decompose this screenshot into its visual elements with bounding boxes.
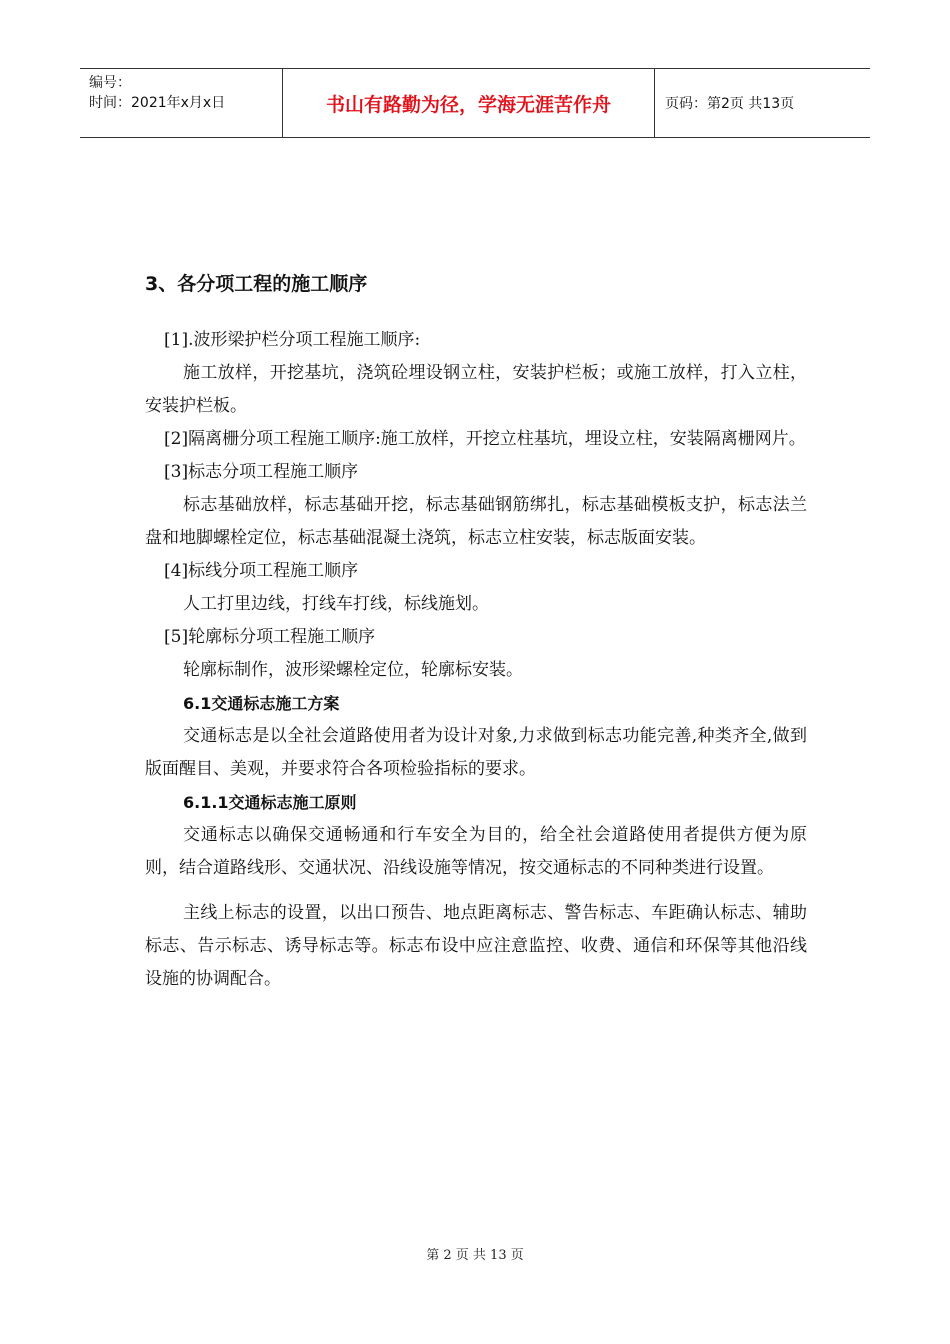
document-body — [145, 266, 807, 996]
page-footer: 第 2 页 共 13 页 — [426, 1248, 524, 1263]
paragraph: 人工打里边线，打线车打线，标线施划。 — [183, 594, 489, 614]
header-left-cell — [80, 69, 283, 137]
subsection-heading: 6.1交通标志施工方案 — [183, 694, 340, 713]
paragraph: 轮廓标制作，波形梁螺栓定位，轮廓标安装。 — [183, 660, 523, 680]
paragraph-gap — [145, 885, 807, 897]
paragraph: 主线上标志的设置，以出口预告、地点距离标志、警告标志、车距确认标志、辅助标志、告示标志、诱导标志等。标志布设中应注意监控、收费、通信和环保等其他沿线设施的协调配合。 — [145, 903, 807, 989]
paragraph: [1].波形梁护栏分项工程施工顺序: — [164, 330, 421, 350]
paragraph: [5]轮廓标分项工程施工顺序 — [164, 627, 376, 647]
section-title: 3、各分项工程的施工顺序 — [145, 273, 368, 295]
serial-label: 编号： — [89, 75, 131, 91]
paragraph: 交通标志是以全社会道路使用者为设计对象,力求做到标志功能完善,种类齐全,做到版面醒目、美观，并要求符合各项检验指标的要求。 — [145, 726, 807, 779]
document-header — [80, 68, 870, 138]
header-motto: 书山有路勤为径，学海无涯苦作舟 — [283, 69, 655, 137]
subsection-heading: 6.1.1交通标志施工原则 — [183, 793, 357, 812]
paragraph: 标志基础放样，标志基础开挖，标志基础钢筋绑扎，标志基础模板支护，标志法兰盘和地脚螺栓定位，标志基础混凝土浇筑，标志立柱安装，标志版面安装。 — [145, 495, 807, 548]
paragraph: [3]标志分项工程施工顺序 — [164, 462, 359, 482]
paragraph: [2]隔离栅分项工程施工顺序:施工放样，开挖立柱基坑，埋设立柱，安装隔离栅网片。 — [164, 429, 806, 449]
paragraph: 交通标志以确保交通畅通和行车安全为目的，给全社会道路使用者提供方便为原则，结合道路线形、交通状况、沿线设施等情况，按交通标志的不同种类进行设置。 — [145, 825, 807, 878]
paragraph: [4]标线分项工程施工顺序 — [164, 561, 359, 581]
header-page-info: 页码：第2页 共13页 — [665, 96, 795, 112]
date-line: 时间：2021年x月x日 — [89, 95, 226, 111]
paragraph: 施工放样，开挖基坑，浇筑砼埋设钢立柱，安装护栏板；或施工放样，打入立柱，安装护栏板。 — [145, 363, 807, 416]
